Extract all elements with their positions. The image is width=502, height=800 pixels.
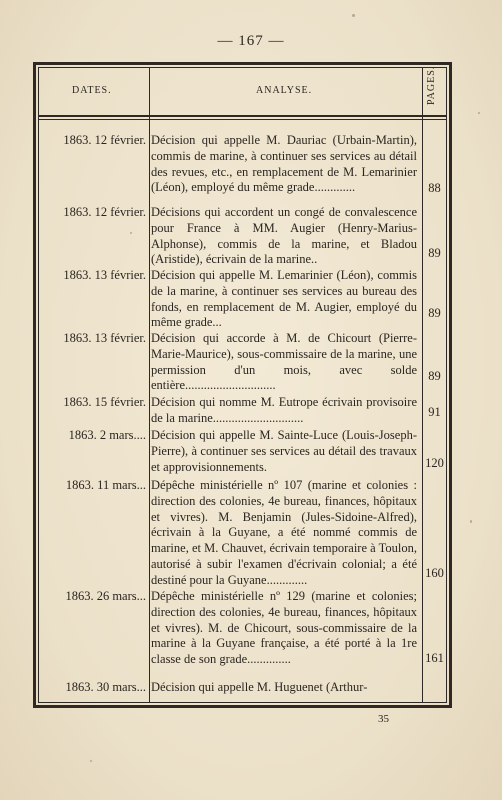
- entry-text: Décision qui appelle M. Lemarinier (Léon), commis de la marine, à continuer ses services au bureau des fonds, en remplacement de M. Augier, employé du même grade...: [151, 268, 417, 330]
- entry-page: 89: [428, 246, 441, 260]
- paper-speck: [130, 232, 132, 234]
- entry-date: 1863. 12 février.: [63, 133, 146, 147]
- header-dates: DATES.: [72, 85, 112, 96]
- entry-text: Décision qui nomme M. Eutrope écrivain provisoire de la marine.............................: [151, 395, 417, 425]
- entry-date: 1863. 15 février.: [63, 395, 146, 409]
- entry-page: 89: [428, 306, 441, 320]
- entry-date: 1863. 26 mars...: [65, 589, 146, 603]
- paper-speck: [352, 14, 355, 17]
- entry-text: Décision qui appelle M. Huguenet (Arthur-: [151, 680, 368, 694]
- column-divider-dates: [149, 67, 150, 703]
- entry-page: 160: [425, 566, 444, 580]
- entry-text: Décisions qui accordent un congé de convalescence pour France à MM. Augier (Henry-Marius-Alphonse), commis de la marine, et Bladou (Aristide), écrivain de la marine..: [151, 205, 417, 267]
- entry-text: Décision qui accorde à M. de Chicourt (Pierre-Marie-Maurice), sous-commissaire de la marine, une permission d'un mois, avec solde entière.............................: [151, 331, 417, 393]
- entry-date: 1863. 2 mars....: [68, 428, 146, 442]
- paper-speck: [478, 112, 480, 114]
- entry-text: Décision qui appelle M. Dauriac (Urbain-Martin), commis de marine, à continuer ses services au détail des revues, etc., en remplacement de M. Lemarinier (Léon), employé du même grade.............: [151, 133, 417, 195]
- paper-speck: [90, 760, 92, 762]
- header-analyse: ANALYSE.: [256, 85, 313, 96]
- entry-text: Dépêche ministérielle nº 107 (marine et colonies : direction des colonies, 4e bureau, finances, hôpitaux et vivres). M. Benjamin (Jules-Sidoine-Alfred), écrivain à la Guyane, a été nommé commis de marine, et M. Chauvet, écrivain temporaire à Toulon, autorisé à subir l'examen d'écrivain colonial; a été destiné pour la Guyane.............: [151, 478, 417, 587]
- entry-text: Dépêche ministérielle nº 129 (marine et colonies; direction des colonies, 4e bureau, finances, hôpitaux et vivres). M. de Chicourt, sous-commissaire de la marine à la Guyane française, a été porté à la 1re classe de son grade..............: [151, 589, 417, 667]
- paper-speck: [470, 520, 472, 523]
- header-pages: PAGES.: [426, 65, 437, 105]
- entry-date: 1863. 11 mars...: [65, 478, 146, 492]
- entry-page: 89: [428, 369, 441, 383]
- entry-date: 1863. 30 mars...: [65, 680, 146, 694]
- entry-date: 1863. 13 février.: [63, 268, 146, 282]
- entry-date: 1863. 12 février.: [63, 205, 146, 219]
- entry-text: Décision qui appelle M. Sainte-Luce (Louis-Joseph-Pierre), à continuer ses services au détail des travaux et approvisionnements.: [151, 428, 417, 474]
- entry-date: 1863. 13 février.: [63, 331, 146, 345]
- folio-number: 35: [378, 713, 389, 725]
- entry-page: 88: [428, 181, 441, 195]
- entry-page: 91: [428, 405, 441, 419]
- page-number: — 167 —: [217, 33, 285, 49]
- header-rule-thin: [38, 119, 447, 120]
- entry-page: 161: [425, 651, 444, 665]
- entry-page: 120: [425, 456, 444, 470]
- column-divider-pages: [422, 67, 423, 703]
- header-rule: [38, 115, 447, 117]
